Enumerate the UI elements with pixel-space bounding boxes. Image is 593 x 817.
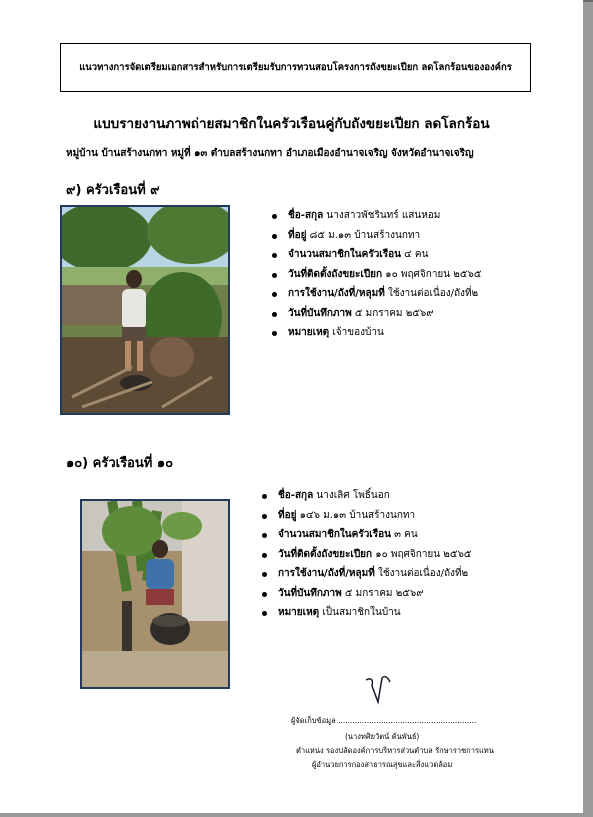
list-item: การใช้งาน/ถังที่/หลุมที่ ใช้งานต่อเนื่อง/ถังที่๒ [260, 567, 471, 587]
list-item: วันที่บันทึกภาพ ๕ มกราคม ๒๕๖๙ [260, 587, 471, 607]
list-item: หมายเหตุ เป็นสมาชิกในบ้าน [260, 606, 471, 626]
village-line: หมู่บ้าน บ้านสร้างนกทา หมู่ที่ ๑๓ ตำบลสร้างนกทา อำเภอเมืองอำนาจเจริญ จังหวัดอำนาจเจริญ [66, 148, 474, 159]
list-item: จำนวนสมาชิกในครัวเรือน ๔ คน [270, 248, 481, 268]
list-item: การใช้งาน/ถังที่/หลุมที่ ใช้งานต่อเนื่อง/ถังที่๒ [270, 287, 481, 307]
collector-line [291, 715, 476, 727]
signature-mark [360, 672, 400, 712]
list-item: ที่อยู่ ๘๕ ม.๑๓ บ้านสร้างนกทา [270, 229, 481, 249]
list-item: จำนวนสมาชิกในครัวเรือน ๓ คน [260, 528, 471, 548]
household-10-heading: ๑๐) ครัวเรือนที่ ๑๐ [66, 456, 174, 471]
list-item: หมายเหตุ เจ้าของบ้าน [270, 326, 481, 346]
household-9-info [270, 209, 481, 346]
signer-position: ตำแหน่ง รองปลัดองค์การบริหารส่วนตำบล รักษาราชการแทน [296, 746, 494, 755]
list-item: ชื่อ-สกุล นางเลิศ โพธิ์นอก [260, 489, 471, 509]
signer-position-2: ผู้อำนวยการกองสาธารณสุขและสิ่งแวดล้อม [312, 760, 453, 769]
household-9-heading: ๙) ครัวเรือนที่ ๙ [66, 183, 160, 198]
list-item: ที่อยู่ ๑๔๖ ม.๑๓ บ้านสร้างนกทา [260, 509, 471, 529]
report-title: แบบรายงานภาพถ่ายสมาชิกในครัวเรือนคู่กับถังขยะเปียก ลดโลกร้อน [93, 116, 490, 132]
household-10-photo [80, 499, 230, 689]
signature-dots: .......................................................... [338, 716, 477, 725]
list-item: วันที่บันทึกภาพ ๕ มกราคม ๒๕๖๙ [270, 307, 481, 327]
household-10-info [260, 489, 471, 626]
collector-label: ผู้จัดเก็บข้อมูล [291, 716, 336, 725]
header-box [60, 43, 531, 92]
list-item: วันที่ติดตั้งถังขยะเปียก ๑๐ พฤศจิกายน ๒๕๖๕ [260, 548, 471, 568]
signer-name: (นางทศิยวัตน์ ค้นพันธ์) [345, 732, 420, 741]
household-9-photo [60, 205, 230, 415]
list-item: ชื่อ-สกุล นางสาวพัชรินทร์ แสนหอม [270, 209, 481, 229]
list-item: วันที่ติดตั้งถังขยะเปียก ๑๐ พฤศจิกายน ๒๕๖๕ [270, 268, 481, 288]
header-box-text: แนวทางการจัดเตรียมเอกสารสำหรับการเตรียมรับการทวนสอบโครงการถังขยะเปียก ลดโลกร้อนขององค์กร [79, 62, 512, 73]
